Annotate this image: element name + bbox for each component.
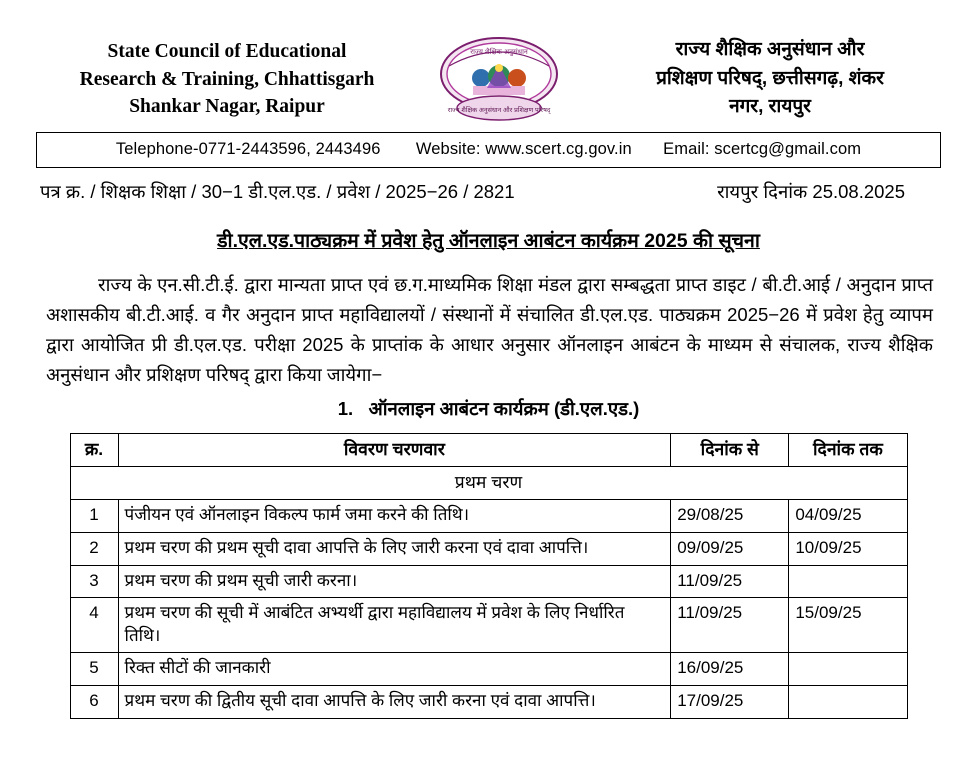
table-row [70,533,907,566]
table-row [70,500,907,533]
email-text: Email: scertcg@gmail.com [663,140,862,158]
section-heading-text: ऑनलाइन आबंटन कार्यक्रम (डी.एल.एड.) [368,397,640,419]
row-description: प्रथम चरण की द्वितीय सूची दावा आपत्ति के लिए जारी करना एवं दावा आपत्ति। [118,686,671,719]
row-date-from: 11/09/25 [671,565,789,598]
header-english-line-1: State Council of Educational [107,41,347,62]
reference-number: पत्र क्र. / शिक्षक शिक्षा / 30−1 डी.एल.एड. / प्रवेश / 2025−26 / 2821 [40,181,515,202]
header-english-line-2: Research & Training, Chhattisgarh [79,68,375,90]
row-description: प्रथम चरण की प्रथम सूची जारी करना। [118,565,671,598]
schedule-table [70,433,908,719]
table-row [70,686,907,719]
row-date-to [789,686,907,719]
column-header-serial: क्र. [70,433,118,466]
letterhead-header [34,22,943,124]
svg-text:राज्य शैक्षिक अनुसंधान और प्रश: राज्य शैक्षिक अनुसंधान और प्रशिक्षण परिषद् [447,107,550,114]
section-number: 1. [337,397,354,419]
section-heading [34,396,943,421]
row-date-from: 29/08/25 [671,500,789,533]
scert-emblem-logo [437,30,561,124]
header-hindi-line-2: प्रशिक्षण परिषद्, छत्तीसगढ़, शंकर [656,67,884,89]
table-row [70,598,907,653]
phase-label: प्रथम चरण [70,467,907,500]
column-header-date-to: दिनांक तक [789,433,907,466]
row-date-from: 16/09/25 [671,653,789,686]
row-serial: 6 [70,686,118,719]
row-serial: 1 [70,500,118,533]
header-hindi-address [605,28,935,122]
column-header-date-from: दिनांक से [671,433,789,466]
logo-container [429,28,569,124]
table-header-row [70,433,907,466]
column-header-description: विवरण चरणवार [118,433,671,466]
header-hindi-line-1: राज्य शैक्षिक अनुसंधान और [675,39,865,60]
svg-text:राज्य शैक्षिक अनुसंधान: राज्य शैक्षिक अनुसंधान [469,49,528,56]
row-date-to: 04/09/25 [789,500,907,533]
row-serial: 4 [70,598,118,653]
row-description: प्रथम चरण की प्रथम सूची दावा आपत्ति के लिए जारी करना एवं दावा आपत्ति। [118,533,671,566]
intro-paragraph: राज्य के एन.सी.टी.ई. द्वारा मान्यता प्राप्त एवं छ.ग.माध्यमिक शिक्षा मंडल द्वारा सम्बद्धता प्राप्त डाइट / बी.टी.आई / अनुदान प्राप्त अशासकीय बी.टी.आई. व गैर अनुदान प्राप्त महाविद्यालयों / संस्थानों में संचालित डी.एल.एड. पाठ्यक्रम 2025−26 में प्रवेश हेतु व्यापम द्वारा आयोजित प्री डी.एल.एड. परीक्षा 2025 के प्राप्तांक के आधार अनुसार ऑनलाइन आबंटन के माध्यम से संचालक, राज्य शैक्षिक अनुसंधान और प्रशिक्षण परिषद् द्वारा किया जायेगा− [46,274,933,385]
phase-heading-row [70,467,907,500]
row-serial: 2 [70,533,118,566]
row-date-to: 10/09/25 [789,533,907,566]
row-date-to: 15/09/25 [789,598,907,653]
row-date-from: 09/09/25 [671,533,789,566]
table-row [70,565,907,598]
row-date-to [789,565,907,598]
reference-date: रायपुर दिनांक 25.08.2025 [717,181,905,202]
row-date-from: 11/09/25 [671,598,789,653]
row-serial: 3 [70,565,118,598]
row-description: पंजीयन एवं ऑनलाइन विकल्प फार्म जमा करने की तिथि। [118,500,671,533]
row-description: प्रथम चरण की सूची में आबंटित अभ्यर्थी द्वारा महाविद्यालय में प्रवेश के लिए निर्धारित तिथि। [118,598,671,653]
table-row [70,653,907,686]
telephone-text: Telephone-0771-2443596, 2443496 [115,140,381,158]
row-description: रिक्त सीटों की जानकारी [118,653,671,686]
header-english-address [62,28,392,121]
row-date-to [789,653,907,686]
reference-line [40,179,935,204]
header-hindi-line-3: नगर, रायपुर [729,96,811,117]
page-title: डी.एल.एड.पाठ्यक्रम में प्रवेश हेतु ऑनलाइन आबंटन कार्यक्रम 2025 की सूचना [217,230,760,252]
header-english-line-3: Shankar Nagar, Raipur [129,96,325,118]
row-date-from: 17/09/25 [671,686,789,719]
row-serial: 5 [70,653,118,686]
website-text: Website: www.scert.cg.gov.in [415,140,632,158]
contact-bar [36,132,941,168]
